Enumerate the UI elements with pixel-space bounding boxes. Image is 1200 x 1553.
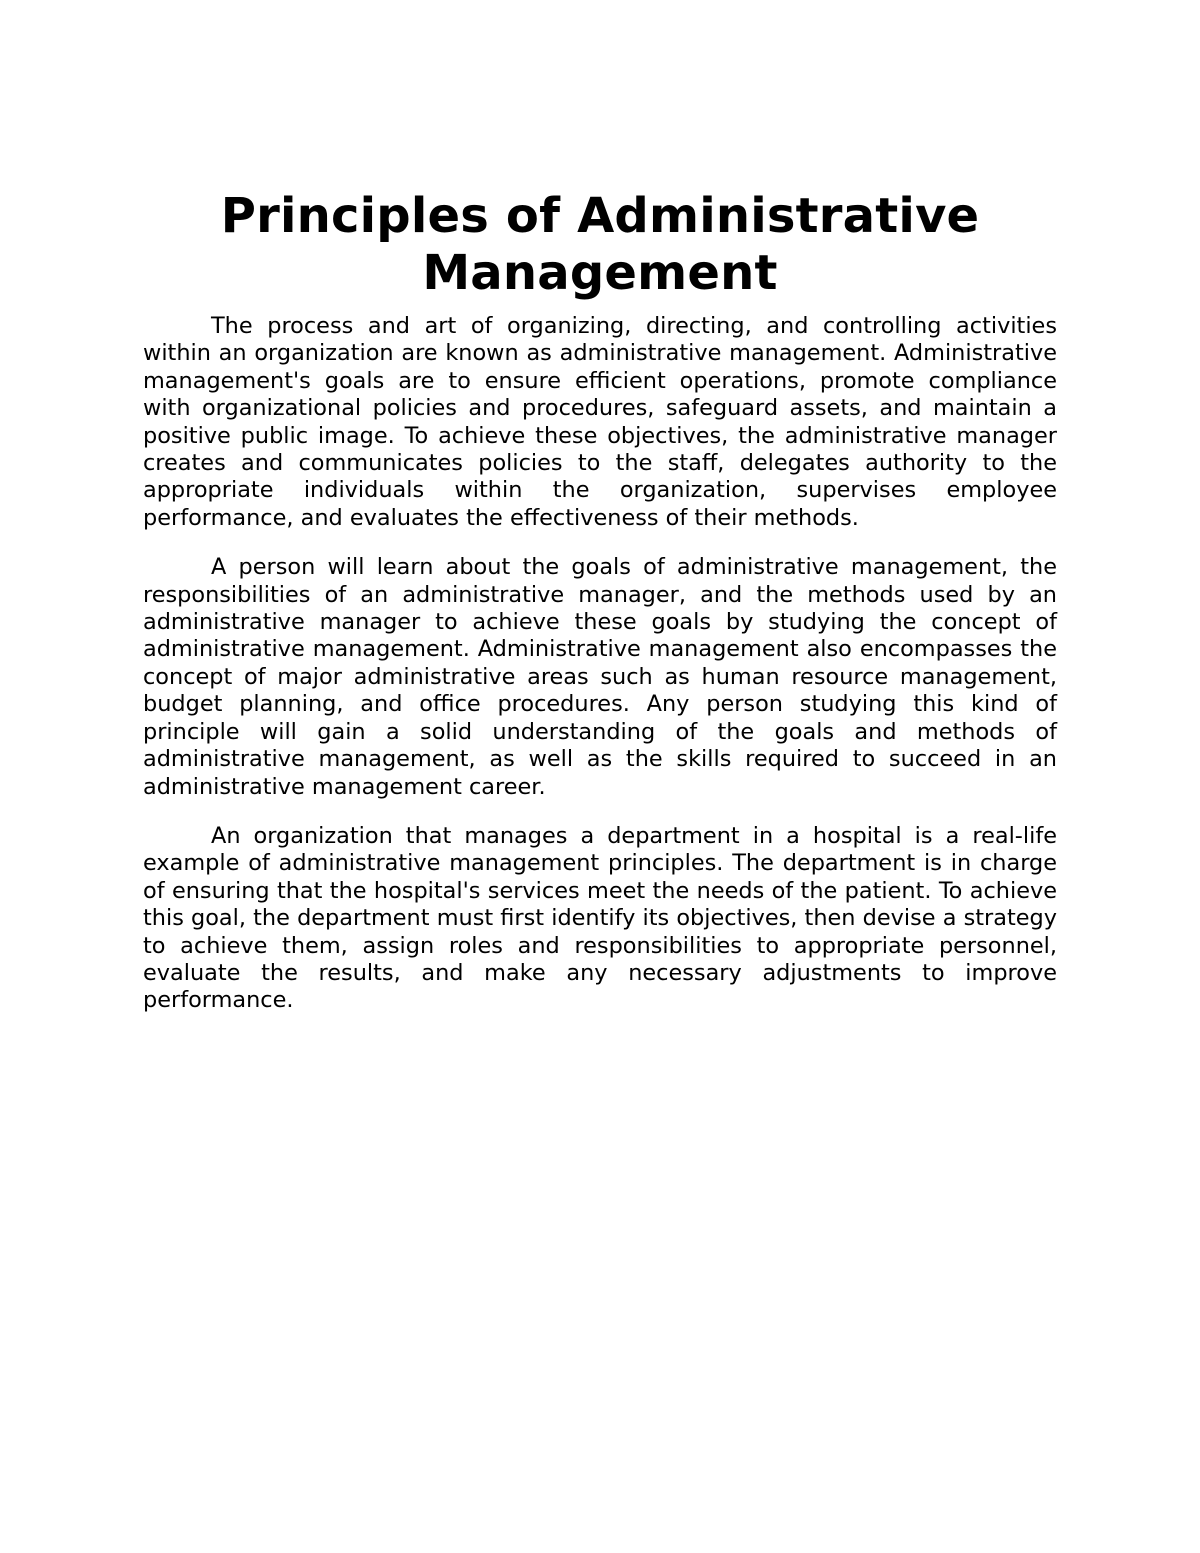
- document-body: [143, 188, 1057, 1015]
- paragraph-3: An organization that manages a department in a hospital is a real-life example of administrative management principles. The department is in charge of ensuring that the hospital's services meet the needs of the patient. To achieve this goal, the department must first identify its objectives, then devise a strategy to achieve them, assign roles and responsibilities to appropriate personnel, evaluate the results, and make any necessary adjustments to improve performance.: [143, 822, 1057, 1014]
- paragraph-2: A person will learn about the goals of administrative management, the responsibilities of an administrative manager, and the methods used by an administrative manager to achieve these goals by studying the concept of administrative management. Administrative management also encompasses the concept of major administrative areas such as human resource management, budget planning, and office procedures. Any person studying this kind of principle will gain a solid understanding of the goals and methods of administrative management, as well as the skills required to succeed in an administrative management career.: [143, 554, 1057, 800]
- document-title: Principles of Administrative Management: [220, 188, 980, 301]
- paragraph-1: The process and art of organizing, directing, and controlling activities within an organization are known as administrative management. Administrative management's goals are to ensure efficient operations, promote compliance with organizational policies and procedures, safeguard assets, and maintain a positive public image. To achieve these objectives, the administrative manager creates and communicates policies to the staff, delegates authority to the appropriate individuals within the organization, supervises employee performance, and evaluates the effectiveness of their methods.: [143, 313, 1057, 531]
